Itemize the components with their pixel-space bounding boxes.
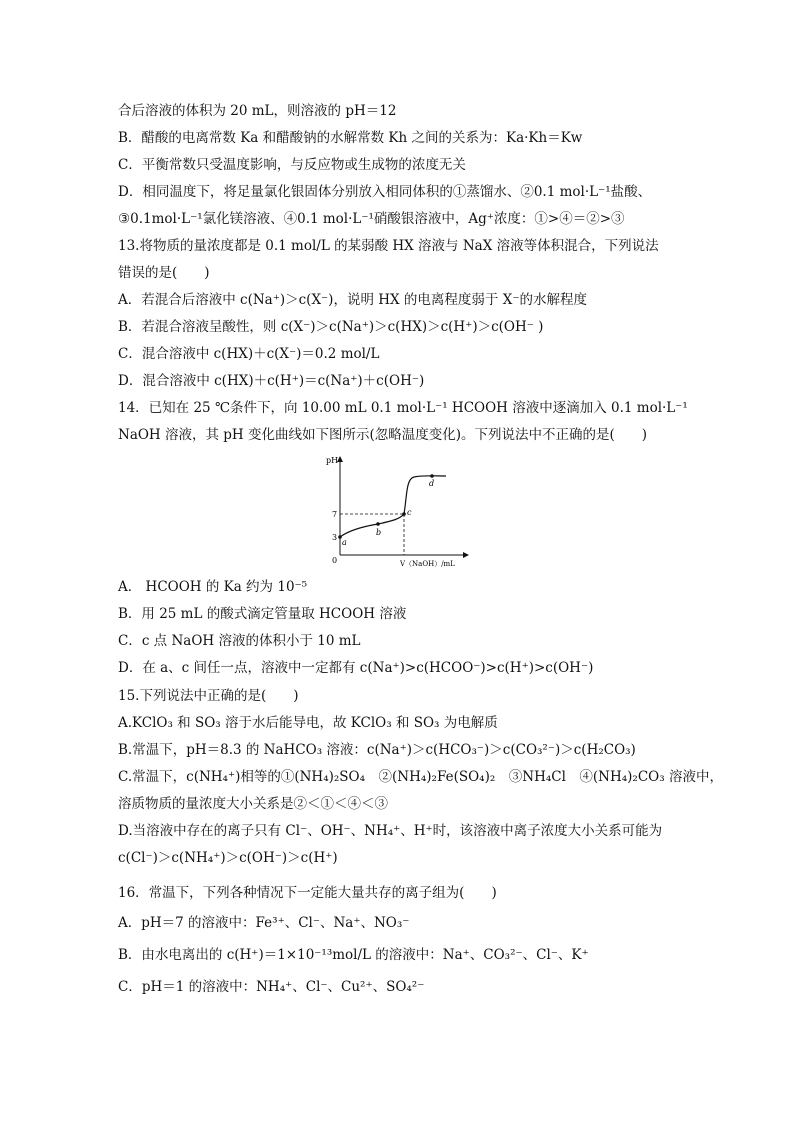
point-b-marker bbox=[376, 522, 380, 526]
text-line: NaOH 溶液，其 pH 变化曲线如下图所示(忽略温度变化)。下列说法中不正确的是( ) bbox=[118, 427, 648, 443]
option-b: B．由水电离出的 c(H⁺)＝1×10⁻¹³mol/L 的溶液中：Na⁺、CO₃²⁻、Cl⁻、K⁺ bbox=[118, 947, 589, 963]
option-c: C.常温下，c(NH₄⁺)相等的①(NH₄)₂SO₄ ②(NH₄)₂Fe(SO₄)₂ ③NH₄Cl ④(NH₄)₂CO₃ 溶液中， bbox=[118, 769, 723, 785]
text-line: ③0.1mol·L⁻¹氯化镁溶液、④0.1 mol·L⁻¹硝酸银溶液中，Ag⁺浓度：①>④＝②>③ bbox=[118, 211, 625, 227]
option-a: A．pH＝7 的溶液中：Fe³⁺、Cl⁻、Na⁺、NO₃⁻ bbox=[118, 915, 410, 931]
text-line: 错误的是( ) bbox=[118, 265, 210, 281]
option-a: A．若混合后溶液中 c(Na⁺)＞c(X⁻)，说明 HX 的电离程度弱于 X⁻的水解程度 bbox=[118, 292, 587, 308]
option-d: D．在 a、c 间任一点，溶液中一定都有 c(Na⁺)>c(HCOO⁻)>c(H⁺)>c(OH⁻) bbox=[118, 660, 594, 676]
point-b-label: b bbox=[376, 528, 382, 537]
point-d-label: d bbox=[429, 479, 435, 488]
text-line: c(Cl⁻)＞c(NH₄⁺)＞c(OH⁻)＞c(H⁺) bbox=[118, 850, 338, 866]
option-a: A.KClO₃ 和 SO₃ 溶于水后能导电，故 KClO₃ 和 SO₃ 为电解质 bbox=[118, 715, 498, 731]
option-a: A． HCOOH 的 Ka 约为 10⁻⁵ bbox=[118, 579, 308, 595]
ph-titration-graph bbox=[318, 451, 478, 571]
question-16-stem: 16．常温下，下列各种情况下一定能大量共存的离子组为( ) bbox=[118, 885, 497, 901]
option-c: C．混合溶液中 c(HX)＋c(X⁻)＝0.2 mol/L bbox=[118, 346, 380, 362]
option-b: B．若混合溶液呈酸性，则 c(X⁻)＞c(Na⁺)＞c(HX)＞c(H⁺)＞c(OH⁻ ) bbox=[118, 319, 544, 335]
y-axis-label: pH bbox=[326, 456, 339, 465]
x-axis-label: V（NaOH）/mL bbox=[400, 560, 455, 568]
question-14-stem: 14．已知在 25 ℃条件下，向 10.00 mL 0.1 mol·L⁻¹ HCOOH 溶液中逐滴加入 0.1 mol·L⁻¹ bbox=[118, 400, 688, 416]
point-c-marker bbox=[402, 512, 406, 516]
tick-3-label: 3 bbox=[332, 533, 338, 542]
tick-7-label: 7 bbox=[332, 510, 338, 519]
question-15-stem: 15.下列说法中正确的是( ) bbox=[118, 688, 299, 704]
point-a-label: a bbox=[342, 538, 347, 547]
option-b: B．用 25 mL 的酸式滴定管量取 HCOOH 溶液 bbox=[118, 606, 407, 622]
option-d: D.当溶液中存在的离子只有 Cl⁻、OH⁻、NH₄⁺、H⁺时，该溶液中离子浓度大小关系可能为 bbox=[118, 823, 663, 839]
text-line: B．醋酸的电离常数 Ka 和醋酸钠的水解常数 Kh 之间的关系为：Ka·Kh＝Kw bbox=[118, 130, 583, 146]
point-c-label: c bbox=[407, 508, 412, 517]
option-c: C．c 点 NaOH 溶液的体积小于 10 mL bbox=[118, 633, 361, 649]
option-c: C．pH＝1 的溶液中：NH₄⁺、Cl⁻、Cu²⁺、SO₄²⁻ bbox=[118, 979, 425, 995]
question-13-stem: 13.将物质的量浓度都是 0.1 mol/L 的某弱酸 HX 溶液与 NaX 溶液等体积混合，下列说法 bbox=[118, 238, 659, 254]
text-line: 溶质物质的量浓度大小关系是②＜①＜④＜③ bbox=[118, 796, 388, 812]
text-line: D．相同温度下，将足量氯化银固体分别放入相同体积的①蒸馏水、②0.1 mol·L⁻¹盐酸、 bbox=[118, 184, 652, 200]
text-line: C．平衡常数只受温度影响，与反应物或生成物的浓度无关 bbox=[118, 157, 466, 173]
text-line: 合后溶液的体积为 20 mL，则溶液的 pH＝12 bbox=[118, 103, 397, 119]
option-b: B.常温下，pH＝8.3 的 NaHCO₃ 溶液：c(Na⁺)＞c(HCO₃⁻)＞c(CO₃²⁻)＞c(H₂CO₃) bbox=[118, 742, 636, 758]
option-d: D．混合溶液中 c(HX)＋c(H⁺)＝c(Na⁺)＋c(OH⁻) bbox=[118, 373, 425, 389]
origin-label: 0 bbox=[332, 556, 338, 565]
point-d-marker bbox=[430, 474, 434, 478]
